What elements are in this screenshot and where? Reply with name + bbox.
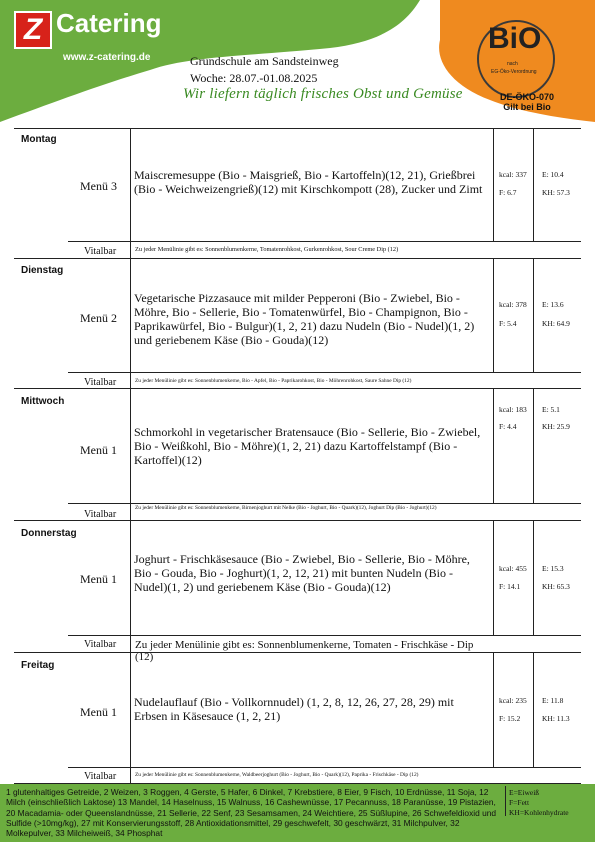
column-divider	[493, 129, 494, 241]
column-divider	[493, 521, 494, 635]
protein-value: E: 5.1	[542, 405, 560, 414]
logo-name: Catering	[56, 8, 162, 38]
fat-value: F: 4.4	[499, 422, 517, 431]
vitalbar-text: Zu jeder Menülinie gibt es: Sonnenblumenkerne, Tomatenrohkost, Gurkenrohkost, Sour Creme Dip (12)	[135, 246, 399, 253]
allergen-legend: 1 glutenhaltiges Getreide, 2 Weizen, 3 Roggen, 4 Gerste, 5 Hafer, 6 Dinkel, 7 Krebstiere, 8 Eier, 9 Fisch, 10 Erdnüsse, 11 Soja, 12 Milch (einschließlich Laktose) 13 Mandel, 14 Haselnuss, 15 Walnuss, 16 Cashewnüsse, 17 Pecannuss, 18 Paranüsse, 19 Pistazien, 20 Macadamia- oder Queenslandnüsse, 21 Sellerie, 22 Senf, 23 Sesamsamen, 24 Weichtiere, 25 Süßlupine, 26 Schwefeldioxid und Sulfide (>10mg/kg), 27 mit Konservierungsstoff, 28 Antioxidationsmittel, 29 geschwefelt, 30 geschwärzt, 31 Milchpulver, 32 Molkepulver, 33 Milcheiweiß, 34 Phosphat	[6, 787, 497, 839]
school-name: Grundschule am Sandsteinweg	[190, 54, 339, 68]
carbs-value: KH: 57.3	[542, 188, 570, 197]
vitalbar-label: Vitalbar	[84, 771, 117, 782]
column-divider	[493, 389, 494, 503]
dish-description: Joghurt - Frischkäsesauce (Bio - Zwiebel, Bio - Sellerie, Bio - Möhre, Bio - Gouda, Bio - Joghurt)(1, 2, 12, 21) mit bunten Nudeln (Bio - Nudel)(1, 2) und geriebenem Käse (Bio - Gouda)(12)	[134, 552, 470, 594]
dish-description: Schmorkohl in vegetarischer Bratensauce (Bio - Sellerie, Bio - Zwiebel, Bio - Weißkohl, Bio - Möhre)(1, 2, 21) dazu Kartoffelstampf (Bio - Kartoffel)(12)	[134, 425, 481, 467]
fat-value: F: 5.4	[499, 319, 517, 328]
vitalbar-text: Zu jeder Menülinie gibt es: Sonnenblumenkerne, Birnenjoghurt mit Nelke (Bio - Joghurt, Bio - Quark)(12), Joghurt Dip (Bio - Joghurt)(12)	[135, 505, 437, 511]
vitalbar-label: Vitalbar	[84, 639, 117, 650]
legend-carbs: KH=Kohlenhydrate	[509, 808, 569, 817]
vitalbar-label: Vitalbar	[84, 246, 117, 257]
column-divider	[130, 129, 131, 258]
day-label: Donnerstag	[21, 528, 77, 539]
kcal-value: kcal: 183	[499, 405, 527, 414]
column-divider	[533, 653, 534, 767]
column-divider	[533, 259, 534, 372]
fat-value: F: 6.7	[499, 188, 517, 197]
dish-description: Vegetarische Pizzasauce mit milder Pepperoni (Bio - Zwiebel, Bio - Möhre, Bio - Sellerie, Bio - Tomatenwürfel, Bio - Champignon, Bio - Paprikawürfel, Bio - Bulgur)(1, 2, 21) dazu Nudeln (Bio - Nudel)(1, 2) und geriebenem Käse (Bio - Gouda)(12)	[134, 291, 475, 347]
kcal-value: kcal: 235	[499, 696, 527, 705]
vitalbar-text: Zu jeder Menülinie gibt es: Sonnenblumenkerne, Waldbeerjoghurt (Bio - Joghurt, Bio - Quark)(12), Paprika - Frischkäse - Dip (12)	[135, 772, 419, 778]
column-divider	[493, 653, 494, 767]
bio-seal-nach: nach	[507, 61, 518, 67]
kcal-value: kcal: 455	[499, 564, 527, 573]
bio-seal-regulation: EG-Öko-Verordnung	[491, 69, 537, 75]
menu-label: Menü 1	[80, 443, 117, 457]
bio-seal-text: BiO	[488, 22, 542, 55]
carbs-value: KH: 11.3	[542, 714, 570, 723]
oko-code: DE-ÖKO-070	[499, 92, 554, 102]
legend-fat: F=Fett	[509, 798, 530, 807]
table-rule	[14, 258, 581, 259]
column-divider	[533, 389, 534, 503]
logo-mark: Z	[14, 11, 52, 49]
day-label: Dienstag	[21, 265, 64, 276]
column-divider	[130, 521, 131, 652]
protein-value: E: 11.8	[542, 696, 564, 705]
column-divider	[130, 653, 131, 783]
day-label: Montag	[21, 134, 57, 145]
carbs-value: KH: 25.9	[542, 422, 570, 431]
menu-label: Menü 1	[80, 705, 117, 719]
legend-divider	[505, 786, 506, 816]
row-rule	[68, 372, 581, 373]
vitalbar-label: Vitalbar	[84, 377, 117, 388]
vitalbar-text: Zu jeder Menülinie gibt es: Sonnenblumenkerne, Bio - Apfel, Bio - Paprikarohkost, Bio - Möhrenrohkost, Saure Sahne Dip (12)	[135, 378, 412, 384]
day-label: Mittwoch	[21, 396, 65, 407]
table-rule	[14, 128, 581, 129]
table-rule	[14, 520, 581, 521]
menu-label: Menü 2	[80, 311, 117, 325]
protein-value: E: 13.6	[542, 300, 564, 309]
dish-description: Nudelauflauf (Bio - Vollkornnudel) (1, 2, 8, 12, 26, 27, 28, 29) mit Erbsen in Käsesauce (1, 2, 21)	[134, 695, 454, 723]
day-label: Freitag	[21, 660, 55, 671]
row-rule	[68, 503, 581, 504]
page-header	[0, 0, 595, 122]
menu-label: Menü 1	[80, 572, 117, 586]
protein-value: E: 10.4	[542, 170, 564, 179]
column-divider	[533, 129, 534, 241]
kcal-value: kcal: 378	[499, 300, 527, 309]
column-divider	[533, 521, 534, 635]
table-rule	[14, 388, 581, 389]
row-rule	[68, 635, 581, 636]
vitalbar-label: Vitalbar	[84, 509, 117, 520]
protein-value: E: 15.3	[542, 564, 564, 573]
slogan: Wir liefern täglich frisches Obst und Gemüse	[183, 86, 463, 102]
legend-protein: E=Eiweiß	[509, 788, 540, 797]
row-rule	[68, 767, 581, 768]
oko-note: Gilt bei Bio	[503, 102, 551, 112]
kcal-value: kcal: 337	[499, 170, 527, 179]
column-divider	[493, 259, 494, 372]
column-divider	[130, 259, 131, 388]
fat-value: F: 15.2	[499, 714, 521, 723]
dish-description: Maiscremesuppe (Bio - Maisgrieß, Bio - Kartoffeln)(12, 21), Grießbrei (Bio - Weichweizengrieß)(12) mit Kirschkompott (28), Zucker und Zimt	[134, 168, 483, 196]
week-range: Woche: 28.07.-01.08.2025	[190, 71, 318, 85]
logo-url: www.z-catering.de	[63, 52, 151, 63]
vitalbar-text: Zu jeder Menülinie gibt es: Sonnenblumenkerne, Tomaten - Frischkäse - Dip (12)	[135, 639, 474, 663]
carbs-value: KH: 64.9	[542, 319, 570, 328]
fat-value: F: 14.1	[499, 582, 521, 591]
column-divider	[130, 389, 131, 520]
nutrition-legend	[509, 788, 569, 818]
row-rule	[68, 241, 581, 242]
menu-label: Menü 3	[80, 179, 117, 193]
carbs-value: KH: 65.3	[542, 582, 570, 591]
